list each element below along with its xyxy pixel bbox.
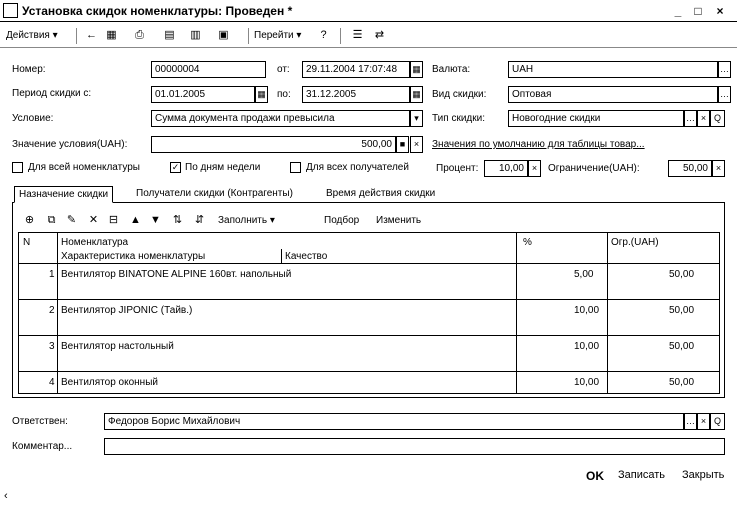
all-recipients-label: Для всех получателей bbox=[306, 162, 409, 173]
discount-kind-label: Вид скидки: bbox=[432, 89, 487, 100]
row-2-item[interactable]: Вентилятор JIPONIC (Тайв.) bbox=[61, 305, 193, 316]
discount-type-label: Тип скидки: bbox=[432, 113, 485, 124]
number-input[interactable]: 00000004 bbox=[151, 61, 266, 78]
open-icon[interactable]: Q bbox=[710, 413, 725, 430]
actions-menu[interactable]: Действия ▾ bbox=[6, 30, 58, 41]
row-1-item[interactable]: Вентилятор BINATONE ALPINE 160вт. напольный bbox=[61, 269, 292, 280]
tab-period[interactable]: Время действия скидки bbox=[326, 188, 436, 199]
calculator-icon[interactable]: ■ bbox=[396, 136, 409, 153]
row-4-item[interactable]: Вентилятор оконный bbox=[61, 377, 158, 388]
row-3-limit[interactable]: 50,00 bbox=[669, 341, 695, 352]
row-1-percent[interactable]: 5,00 bbox=[574, 269, 594, 280]
select-icon[interactable]: … bbox=[684, 413, 697, 430]
condition-amount-input[interactable]: 500,00 bbox=[151, 136, 396, 153]
condition-label: Условие: bbox=[12, 113, 54, 124]
open-icon[interactable]: Q bbox=[710, 110, 725, 127]
percent-label: Процент: bbox=[436, 163, 479, 174]
close-button[interactable]: × bbox=[716, 4, 724, 18]
currency-label: Валюта: bbox=[432, 64, 471, 75]
select-icon[interactable]: … bbox=[684, 110, 697, 127]
row-3-item[interactable]: Вентилятор настольный bbox=[61, 341, 174, 352]
chevron-down-icon[interactable]: ▾ bbox=[410, 110, 423, 127]
change-button[interactable]: Изменить bbox=[376, 215, 422, 226]
comment-input[interactable] bbox=[104, 438, 725, 455]
unpost-icon[interactable]: ▥ bbox=[190, 29, 201, 41]
close-form-button[interactable]: Закрыть bbox=[682, 469, 725, 481]
from-label: от: bbox=[277, 64, 290, 75]
condition-amount-label: Значение условия(UAH): bbox=[12, 139, 128, 150]
discount-kind-input[interactable]: Оптовая bbox=[508, 86, 718, 103]
edit-icon[interactable]: ✎ bbox=[66, 214, 77, 226]
row-4-percent[interactable]: 10,00 bbox=[574, 377, 600, 388]
all-items-label: Для всей номенклатуры bbox=[28, 162, 140, 173]
clear-icon[interactable]: × bbox=[697, 110, 710, 127]
settings-icon[interactable]: ⇄ bbox=[374, 29, 385, 41]
header-percent[interactable]: % bbox=[523, 237, 532, 248]
row-4-limit[interactable]: 50,00 bbox=[669, 377, 695, 388]
header-n[interactable]: N bbox=[23, 237, 31, 248]
document-icon bbox=[3, 3, 18, 18]
scroll-left-icon[interactable]: ‹ bbox=[4, 490, 8, 502]
percent-input[interactable]: 10,00 bbox=[484, 160, 528, 177]
header-item[interactable]: Номенклатура bbox=[61, 237, 129, 248]
clear-icon[interactable]: × bbox=[528, 160, 541, 177]
currency-input[interactable]: UAH bbox=[508, 61, 718, 78]
defaults-link[interactable]: Значения по умолчанию для таблицы товар... bbox=[432, 139, 645, 150]
minimize-button[interactable]: _ bbox=[674, 4, 682, 18]
period-label: Период скидки с: bbox=[12, 88, 92, 99]
select-button[interactable]: Подбор bbox=[324, 215, 360, 226]
calendar-icon[interactable]: ▦ bbox=[255, 86, 268, 103]
row-2-percent[interactable]: 10,00 bbox=[574, 305, 600, 316]
select-icon[interactable]: … bbox=[718, 61, 731, 78]
row-1-limit[interactable]: 50,00 bbox=[669, 269, 695, 280]
select-icon[interactable]: … bbox=[718, 86, 731, 103]
calendar-icon[interactable]: ▦ bbox=[410, 86, 423, 103]
date-input[interactable]: 29.11.2004 17:07:48 bbox=[302, 61, 410, 78]
all-items-checkbox[interactable] bbox=[12, 162, 23, 173]
row-3-percent[interactable]: 10,00 bbox=[574, 341, 600, 352]
all-recipients-checkbox[interactable] bbox=[290, 162, 301, 173]
structure-icon[interactable]: ▣ bbox=[218, 29, 229, 41]
row-4-n: 4 bbox=[49, 377, 55, 388]
list-icon[interactable]: ☰ bbox=[352, 29, 363, 41]
row-2-n: 2 bbox=[49, 305, 55, 316]
post-icon[interactable]: ▤ bbox=[164, 29, 175, 41]
row-3-n: 3 bbox=[49, 341, 55, 352]
maximize-button[interactable]: □ bbox=[694, 4, 702, 18]
clear-icon[interactable]: × bbox=[410, 136, 423, 153]
number-label: Номер: bbox=[12, 64, 46, 75]
toolbar bbox=[0, 24, 737, 48]
limit-label: Ограничение(UAH): bbox=[548, 163, 640, 174]
add-icon[interactable]: ⊕ bbox=[24, 214, 35, 226]
help-icon[interactable]: ? bbox=[320, 29, 327, 41]
move-up-icon[interactable]: ▲ bbox=[130, 214, 141, 226]
weekdays-label: По дням недели bbox=[185, 162, 261, 173]
weekdays-checkbox[interactable]: ✓ bbox=[171, 162, 180, 172]
ok-button[interactable]: OK bbox=[586, 469, 604, 483]
window-title: Установка скидок номенклатуры: Проведен * bbox=[22, 4, 293, 18]
items-table[interactable] bbox=[18, 232, 720, 394]
period-from-input[interactable]: 01.01.2005 bbox=[151, 86, 255, 103]
limit-input[interactable]: 50,00 bbox=[668, 160, 712, 177]
end-edit-icon[interactable]: ⊟ bbox=[108, 214, 119, 226]
row-2-limit[interactable]: 50,00 bbox=[669, 305, 695, 316]
tab-recipients[interactable]: Получатели скидки (Контрагенты) bbox=[136, 188, 293, 199]
goto-menu[interactable]: Перейти ▾ bbox=[254, 30, 302, 41]
responsible-label: Ответствен: bbox=[12, 416, 68, 427]
tab-assignment[interactable]: Назначение скидки bbox=[14, 186, 113, 203]
clear-icon[interactable]: × bbox=[712, 160, 725, 177]
print-icon[interactable]: ⎙ bbox=[135, 29, 144, 41]
header-characteristic[interactable]: Характеристика номенклатуры bbox=[61, 251, 206, 262]
header-limit[interactable]: Огр.(UAH) bbox=[611, 237, 659, 248]
back-icon[interactable]: ← bbox=[86, 29, 97, 41]
period-to-input[interactable]: 31.12.2005 bbox=[302, 86, 410, 103]
sort-asc-icon[interactable]: ⇅ bbox=[172, 214, 183, 226]
sort-desc-icon[interactable]: ⇵ bbox=[194, 214, 205, 226]
title-bar bbox=[0, 0, 737, 22]
move-down-icon[interactable]: ▼ bbox=[150, 214, 161, 226]
condition-select[interactable]: Сумма документа продажи превысила bbox=[151, 110, 410, 127]
row-1-n: 1 bbox=[49, 269, 55, 280]
responsible-input[interactable]: Федоров Борис Михайлович bbox=[104, 413, 684, 430]
header-quality[interactable]: Качество bbox=[285, 251, 328, 262]
delete-icon[interactable]: ✕ bbox=[88, 214, 99, 226]
copy-icon[interactable]: ⧉ bbox=[47, 214, 56, 226]
period-to-label: по: bbox=[277, 89, 291, 100]
clear-icon[interactable]: × bbox=[697, 413, 710, 430]
discount-type-input[interactable]: Новогодние скидки bbox=[508, 110, 684, 127]
table-icon[interactable]: ▦ bbox=[106, 29, 117, 41]
comment-label: Комментар... bbox=[12, 441, 73, 452]
calendar-icon[interactable]: ▦ bbox=[410, 61, 423, 78]
fill-menu[interactable]: Заполнить ▾ bbox=[218, 215, 275, 226]
save-button[interactable]: Записать bbox=[618, 469, 666, 481]
